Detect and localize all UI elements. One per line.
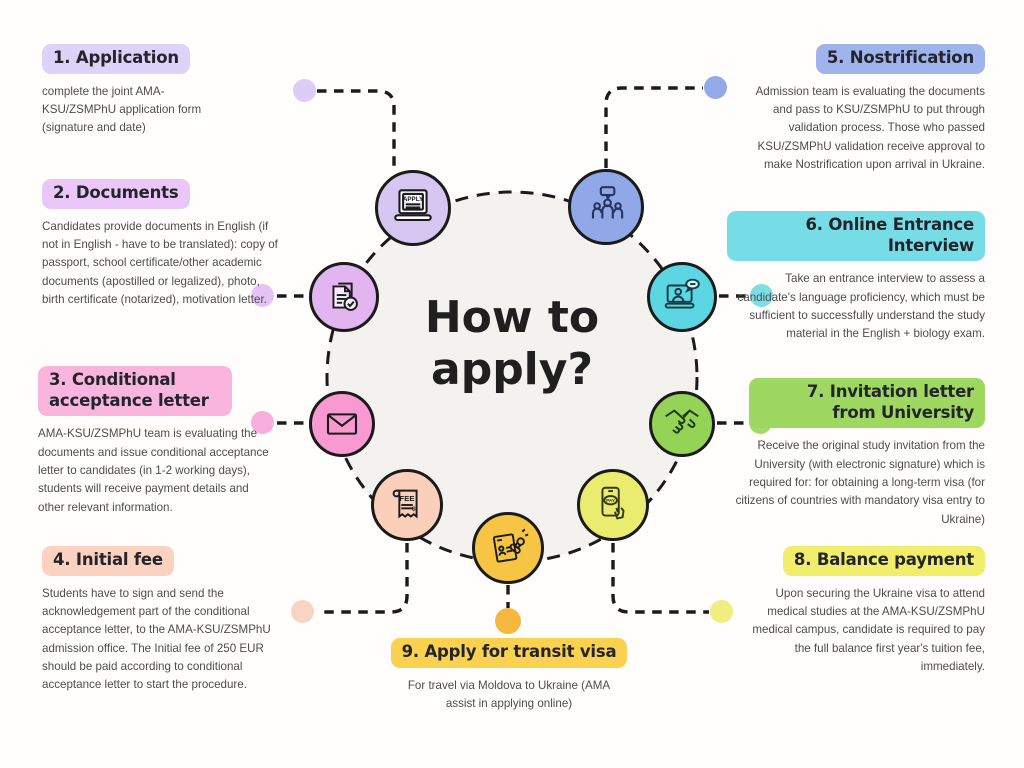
step-panel-documents: [42, 179, 280, 309]
step-badge: 3. Conditional acceptance letter: [38, 366, 232, 416]
video-interview-icon: [659, 274, 705, 320]
step-panel-invitation-letter: [733, 378, 985, 529]
step-panel-transit-visa: [374, 638, 644, 713]
step-body: Upon securing the Ukraine visa to attend medical studies at the AMA-KSU/ZSMPhU medical campus, candidate is required to pay the full balance first year's tuition fee, immediately.: [752, 586, 985, 673]
step-panel-nostrification: [737, 44, 985, 174]
step-badge: 2. Documents: [42, 179, 190, 209]
fee-receipt-icon: [384, 482, 430, 528]
step-badge: 6. Online Entrance Interview: [727, 211, 985, 261]
laptop-apply-icon: [388, 183, 438, 233]
node-acceptance-letter: [309, 391, 375, 457]
step-body: Take an entrance interview to assess a candidate's language proficiency, which must be sufficient to successfully understand the study material in the English + biology exam.: [737, 272, 985, 341]
envelope-icon: [321, 403, 363, 445]
step-panel-application: [42, 44, 274, 138]
handshake-icon: [659, 401, 705, 447]
node-transit-visa: [472, 512, 544, 584]
phone-pay-icon: [590, 482, 636, 528]
node-application: [375, 170, 451, 246]
connector-line: [317, 91, 394, 168]
step-panel-balance-payment: [735, 546, 985, 676]
node-online-interview: [647, 262, 717, 332]
step-badge: 1. Application: [42, 44, 190, 74]
node-invitation-letter: [649, 391, 715, 457]
step-body: complete the joint AMA-KSU/ZSMPhU application form (signature and date): [42, 84, 202, 135]
step-body: Students have to sign and send the acknowledgement part of the conditional acceptance letter, to the AMA-KSU/ZSMPhU admission office. The Initial fee of 250 EUR should be paid according to conditional acceptance letter to start the procedure.: [42, 586, 271, 692]
step-body: Candidates provide documents in English (if not in English - have to be translated): copy of passport, school certificate/other academic documents (apostilled or legalized), photo, birth certificate (notarized), motivation letter.: [42, 219, 278, 306]
documents-check-icon: [321, 274, 367, 320]
step-body: For travel via Moldova to Ukraine (AMA assist in applying online): [407, 678, 611, 710]
connector-dot: [293, 79, 316, 102]
svg-text:PAY: PAY: [606, 499, 616, 505]
step-panel-conditional-acceptance: [38, 366, 278, 517]
connector-line: [317, 543, 407, 612]
svg-text:APPLY: APPLY: [402, 196, 424, 204]
node-documents: [309, 262, 379, 332]
step-body: Admission team is evaluating the documents and pass to KSU/ZSMPhU to put through validation process. Those who passed KSU/ZSMPhU validation receive approval to make Nostrification upon arrival in Ukraine.: [755, 84, 985, 171]
step-badge: 4. Initial fee: [42, 546, 174, 576]
passport-stamp-icon: [485, 525, 531, 571]
connector-dot: [704, 76, 727, 99]
connector-line: [606, 88, 703, 168]
page-title: How to apply?: [424, 292, 600, 395]
step-badge: 7. Invitation letter from University: [749, 378, 985, 428]
svg-text:$: $: [411, 505, 416, 513]
node-initial-fee: [371, 469, 443, 541]
step-badge: 8. Balance payment: [783, 546, 985, 576]
step-badge: 9. Apply for transit visa: [391, 638, 628, 668]
people-group-icon: [581, 182, 631, 232]
step-panel-initial-fee: [42, 546, 282, 695]
node-nostrification: [568, 169, 644, 245]
svg-text:FEE: FEE: [399, 494, 415, 504]
connector-dot: [710, 600, 733, 623]
step-panel-online-interview: [727, 211, 985, 344]
node-balance-payment: [577, 469, 649, 541]
step-body: AMA-KSU/ZSMPhU team is evaluating the documents and issue conditional acceptance letter to candidates (in 1-2 working days), students will receive payment details and other relevant information.: [38, 427, 269, 514]
step-body: Receive the original study invitation from the University (with electronic signature) which is required for: for obtaining a long-term visa (for citizens of countries with mandatory visa entry to Ukraine): [735, 439, 985, 526]
connector-dot: [291, 600, 314, 623]
step-badge: 5. Nostrification: [816, 44, 985, 74]
connector-dot: [495, 608, 521, 634]
connector-line: [613, 543, 709, 612]
